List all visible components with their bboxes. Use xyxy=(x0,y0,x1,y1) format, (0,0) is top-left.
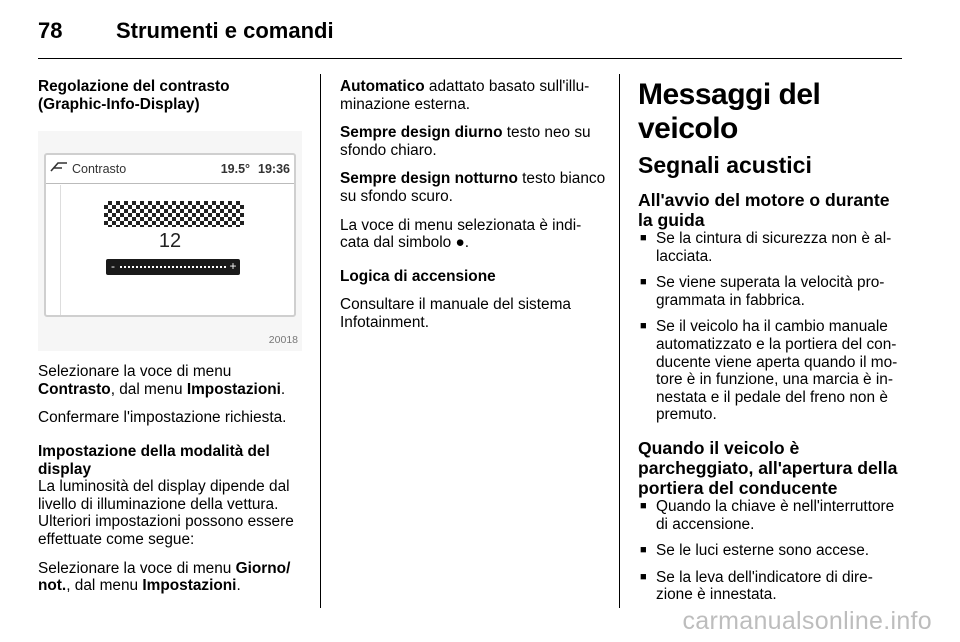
heading-contrast-line2: (Graphic-Info-Display) xyxy=(38,95,200,113)
heading-parked: Quando il veicolo è parcheggiato, all'apertura della portiera del conducente xyxy=(638,437,898,498)
p4-bold-impostazioni: Impostazioni xyxy=(142,577,237,595)
p1-bold-contrasto: Contrasto xyxy=(38,380,111,398)
watermark-text: carmanualsonline.info xyxy=(682,607,932,635)
heading-contrast-line1: Regolazione del contrasto xyxy=(38,78,230,95)
slider-minus: - xyxy=(111,259,115,274)
option-night-label: Sempre design notturno xyxy=(340,170,518,188)
option-night-text: testo bianco su sfondo scuro. xyxy=(340,170,606,205)
contrast-figure xyxy=(38,131,302,351)
heading-logic: Logica di accensione xyxy=(340,267,496,285)
option-day-label: Sempre design diurno xyxy=(340,124,503,142)
page-number: 78 xyxy=(38,18,63,43)
option-day-text: testo neo su sfondo chiaro. xyxy=(340,124,591,159)
p4-bold-giorno: Giorno/ not. xyxy=(38,559,291,595)
paragraph-confirm: Confermare l'impostazione richiesta. xyxy=(38,409,287,427)
heading-vehicle-messages: Messaggi del veicolo xyxy=(638,78,821,145)
column-divider-2 xyxy=(619,74,620,608)
p1-text-e: . xyxy=(280,380,286,398)
option-automatico xyxy=(340,78,608,113)
header-rule xyxy=(38,58,902,59)
heading-display-mode xyxy=(38,443,306,478)
figure-number: 20018 xyxy=(268,333,298,346)
heading-display-mode-line1: Impostazione della modalità del xyxy=(38,442,270,460)
p4-text-e: . xyxy=(236,577,241,595)
paragraph-select-contrast xyxy=(38,363,306,398)
option-automatico-label: Automatico xyxy=(340,78,425,95)
p1-bold-impostazioni: Impostazioni xyxy=(186,380,281,398)
paragraph-select-day-night xyxy=(38,560,306,595)
display-screen xyxy=(44,153,296,317)
list-item: ■ Se il veicolo ha il cambio manuale automatizzato e la portiera del con- ducente viene aperta quando il mo- tore è in funzione, una marcia è in- nestata e il pedale del freno non è premuto. xyxy=(638,318,902,424)
contrast-pattern xyxy=(104,201,244,227)
column-divider-1 xyxy=(320,74,321,608)
list-item: ■ Se la cintura di sicurezza non è al- lacciata. xyxy=(638,230,902,265)
display-icon xyxy=(50,161,72,179)
column-3 xyxy=(638,78,902,618)
list-parked xyxy=(638,498,902,604)
paragraph-selected-symbol: La voce di menu selezionata è indi- cata dal simbolo ●. xyxy=(340,216,582,252)
option-night xyxy=(340,170,608,205)
list-item: ■ Se la leva dell'indicatore di dire- zione è innestata. xyxy=(638,569,902,604)
screen-temp: 19.5° xyxy=(220,162,251,177)
contrast-slider xyxy=(106,259,240,275)
page-header xyxy=(38,18,334,48)
contrast-value: 12 xyxy=(158,230,182,253)
screen-status-bar xyxy=(50,159,290,181)
list-engine-start xyxy=(638,230,902,424)
paragraph-brightness: La luminosità del display dipende dal livello di illuminazione della vettura. Ulteriori impostazioni possono essere effettuate come segue: xyxy=(38,478,294,548)
column-2 xyxy=(340,78,608,343)
heading-display-mode-line2: display xyxy=(38,460,92,478)
slider-plus: + xyxy=(229,259,237,274)
list-item: ■ Se viene superata la velocità pro- grammata in fabbrica. xyxy=(638,274,902,309)
option-automatico-text: adattato basato sull'illu- minazione esterna. xyxy=(340,78,590,113)
option-day xyxy=(340,124,608,159)
column-1 xyxy=(38,78,306,606)
page-title: Strumenti e comandi xyxy=(116,18,334,43)
p4-text-a: Selezionare la voce di menu xyxy=(38,559,236,577)
screen-label: Contrasto xyxy=(72,162,127,177)
paragraph-logic: Consultare il manuale del sistema Infotainment. xyxy=(340,296,571,331)
screen-time: 19:36 xyxy=(258,162,290,177)
heading-contrast xyxy=(38,78,306,113)
heading-acoustic-signals: Segnali acustici xyxy=(638,152,812,178)
slider-track xyxy=(120,266,226,268)
heading-engine-start: All'avvio del motore o durante la guida xyxy=(638,190,890,230)
list-item: ■ Quando la chiave è nell'interruttore di accensione. xyxy=(638,498,902,533)
p1-text-a: Selezionare la voce di menu xyxy=(38,363,232,381)
screen-separator xyxy=(46,183,294,184)
p1-text-c: , dal menu xyxy=(110,380,187,398)
list-item: ■ Se le luci esterne sono accese. xyxy=(638,542,902,560)
p4-text-c: , dal menu xyxy=(66,577,143,595)
